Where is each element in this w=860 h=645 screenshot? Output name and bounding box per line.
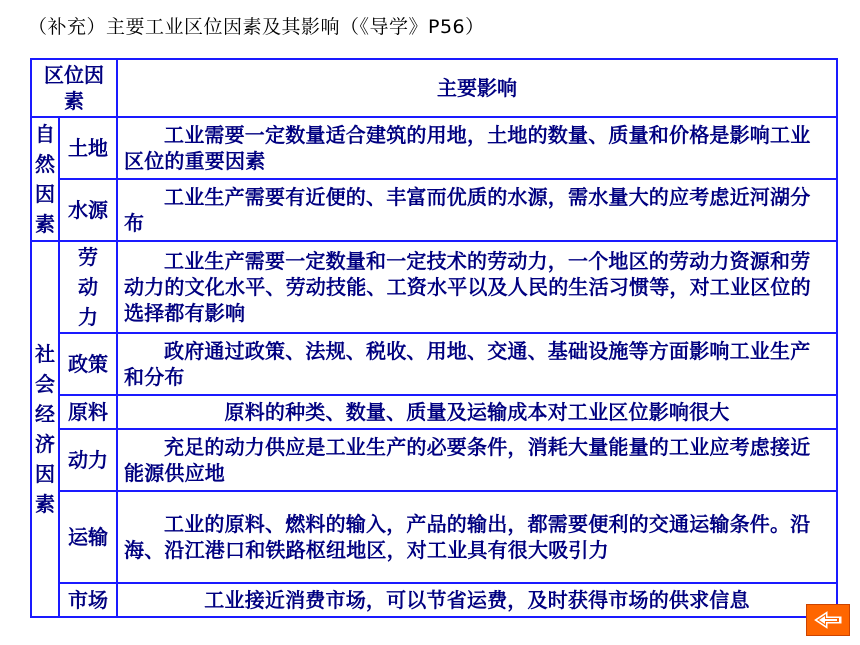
effect-cell: 充足的动力供应是工业生产的必要条件，消耗大量能量的工业应考虑接近能源供应地 (117, 429, 837, 491)
table-row (31, 117, 837, 179)
factor-cell: 运输 (59, 491, 117, 583)
factor-cell: 水源 (59, 179, 117, 241)
table-row (31, 429, 837, 491)
factor-cell: 市场 (59, 583, 117, 617)
table-row (31, 179, 837, 241)
page-title: （补充）主要工业区位因素及其影响（《导学》P56） (28, 16, 485, 38)
header-effect: 主要影响 (117, 59, 837, 117)
factor-cell: 原料 (59, 395, 117, 429)
factor-cell: 土地 (59, 117, 117, 179)
factor-cell: 动力 (59, 429, 117, 491)
effect-cell: 工业生产需要有近便的、丰富而优质的水源，需水量大的应考虑近河湖分布 (117, 179, 837, 241)
effect-cell: 政府通过政策、法规、税收、用地、交通、基础设施等方面影响工业生产和分布 (117, 333, 837, 395)
effect-cell: 工业接近消费市场，可以节省运费，及时获得市场的供求信息 (117, 583, 837, 617)
factor-cell: 劳动力 (59, 241, 117, 333)
effect-cell: 原料的种类、数量、质量及运输成本对工业区位影响很大 (117, 395, 837, 429)
table-row (31, 583, 837, 617)
industrial-location-factors-table (30, 58, 838, 618)
effect-cell: 工业需要一定数量适合建筑的用地，土地的数量、质量和价格是影响工业区位的重要因素 (117, 117, 837, 179)
effect-cell: 工业的原料、燃料的输入，产品的输出，都需要便利的交通运输条件。沿海、沿江港口和铁路枢纽地区，对工业具有很大吸引力 (117, 491, 837, 583)
back-arrow-icon (813, 610, 843, 630)
group-label-natural: 自然因素 (31, 117, 59, 241)
header-factor: 区位因素 (31, 59, 117, 117)
table-header-row (31, 59, 837, 117)
table-row (31, 395, 837, 429)
table-row (31, 491, 837, 583)
back-button[interactable] (806, 604, 850, 636)
factor-cell: 政策 (59, 333, 117, 395)
table-row (31, 333, 837, 395)
table-row (31, 241, 837, 333)
effect-cell: 工业生产需要一定数量和一定技术的劳动力，一个地区的劳动力资源和劳动力的文化水平、劳动技能、工资水平以及人民的生活习惯等，对工业区位的选择都有影响 (117, 241, 837, 333)
group-label-socioeconomic: 社会经济因素 (31, 241, 59, 617)
